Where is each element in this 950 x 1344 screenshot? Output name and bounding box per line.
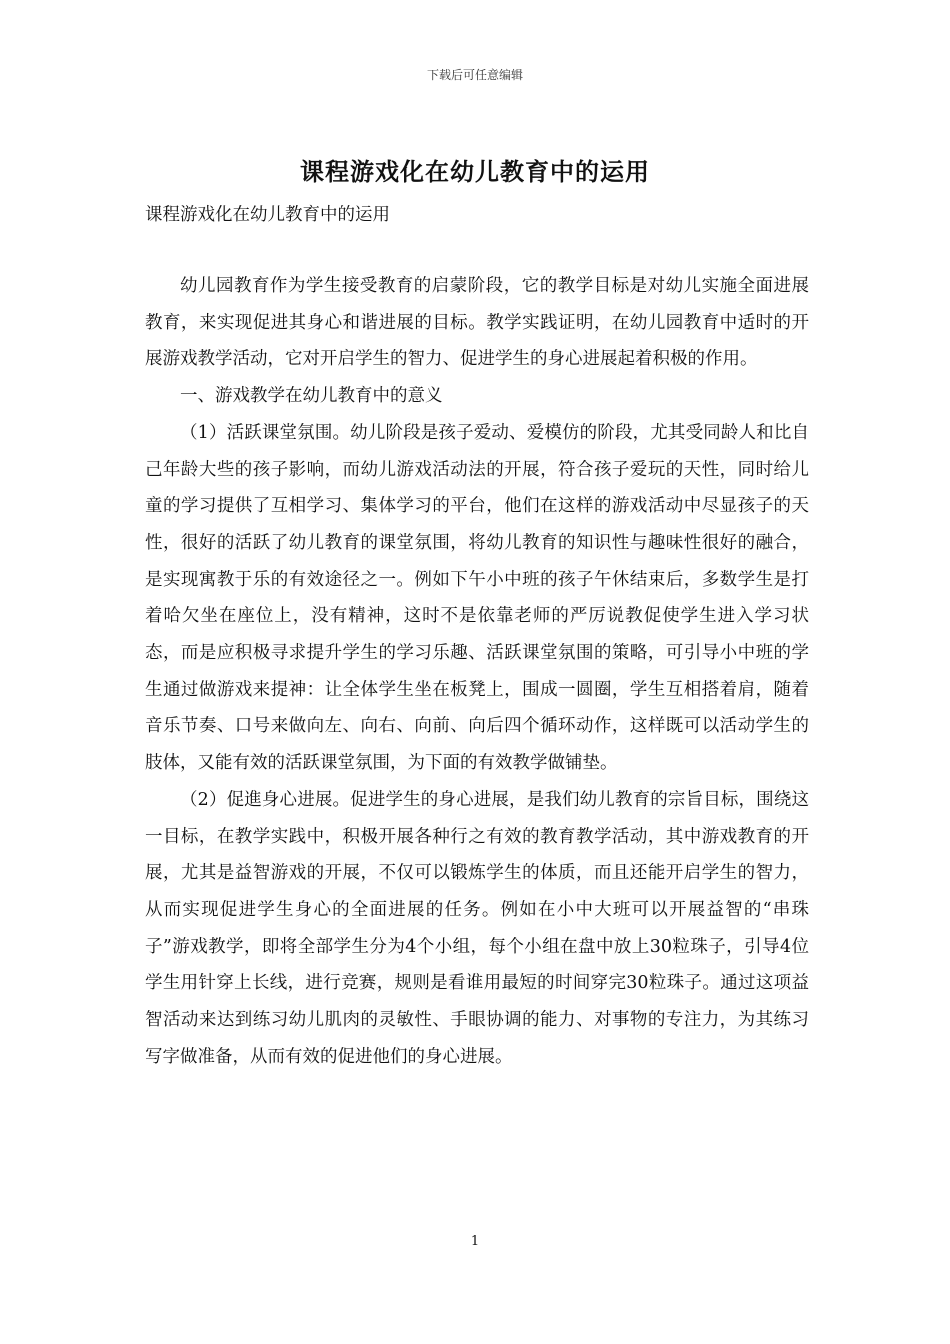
- paragraph-point-2: （2）促進身心进展。促进学生的身心进展，是我们幼儿教育的宗旨目标，围绕这一目标，在教学实践中，积极开展各种行之有效的教育教学活动，其中游戏教育的开展，尤其是益智游戏的开展，不仅可以锻炼学生的体质，而且还能开启学生的智力，从而实现促进学生身心的全面进展的任务。例如在小中大班可以开展益智的“串珠子”游戏教学，即将全部学生分为4个小组，每个小组在盘中放上30粒珠子，引导4位学生用针穿上长线，进行竞赛，规则是看谁用最短的时间穿完30粒珠子。通过这项益智活动来达到练习幼儿肌肉的灵敏性、手眼协调的能力、对事物的专注力，为其练习写字做准备，从而有效的促进他们的身心进展。: [145, 789, 809, 1067]
- page-header-note: 下载后可任意编辑: [426, 68, 523, 82]
- document-body: [145, 268, 809, 1075]
- paragraph-point-1: （1）活跃课堂氛围。幼儿阶段是孩子爱动、爱模仿的阶段，尤其受同龄人和比自己年龄大些的孩子影响，而幼儿游戏活动法的开展，符合孩子爱玩的天性，同时给儿童的学习提供了互相学习、集体学习的平台，他们在这样的游戏活动中尽显孩子的天性，很好的活跃了幼儿教育的课堂氛围，将幼儿教育的知识性与趣味性很好的融合，是实现寓教于乐的有效途径之一。例如下午小中班的孩子午休结束后，多数学生是打着哈欠坐在座位上，没有精神，这时不是依靠老师的严厉说教促使学生进入学习状态，而是应积极寻求提升学生的学习乐趣、活跃课堂氛围的策略，可引导小中班的学生通过做游戏来提神：让全体学生坐在板凳上，围成一圆圈，学生互相搭着肩，随着音乐节奏、口号来做向左、向右、向前、向后四个循环动作，这样既可以活动学生的肢体，又能有效的活跃课堂氛围，为下面的有效教学做铺垫。: [145, 422, 809, 774]
- section-heading: 一、游戏教学在幼儿教育中的意义: [180, 386, 443, 407]
- paragraph-intro: 幼儿园教育作为学生接受教育的启蒙阶段，它的教学目标是对幼儿实施全面进展教育，来实现促进其身心和谐进展的目标。教学实践证明，在幼儿园教育中适时的开展游戏教学活动，它对开启学生的智力、促进学生的身心进展起着积极的作用。: [145, 276, 809, 370]
- document-title: 课程游戏化在幼儿教育中的运用: [300, 157, 650, 186]
- document-subtitle: 课程游戏化在幼儿教育中的运用: [145, 205, 390, 225]
- page-number: 1: [470, 1234, 480, 1249]
